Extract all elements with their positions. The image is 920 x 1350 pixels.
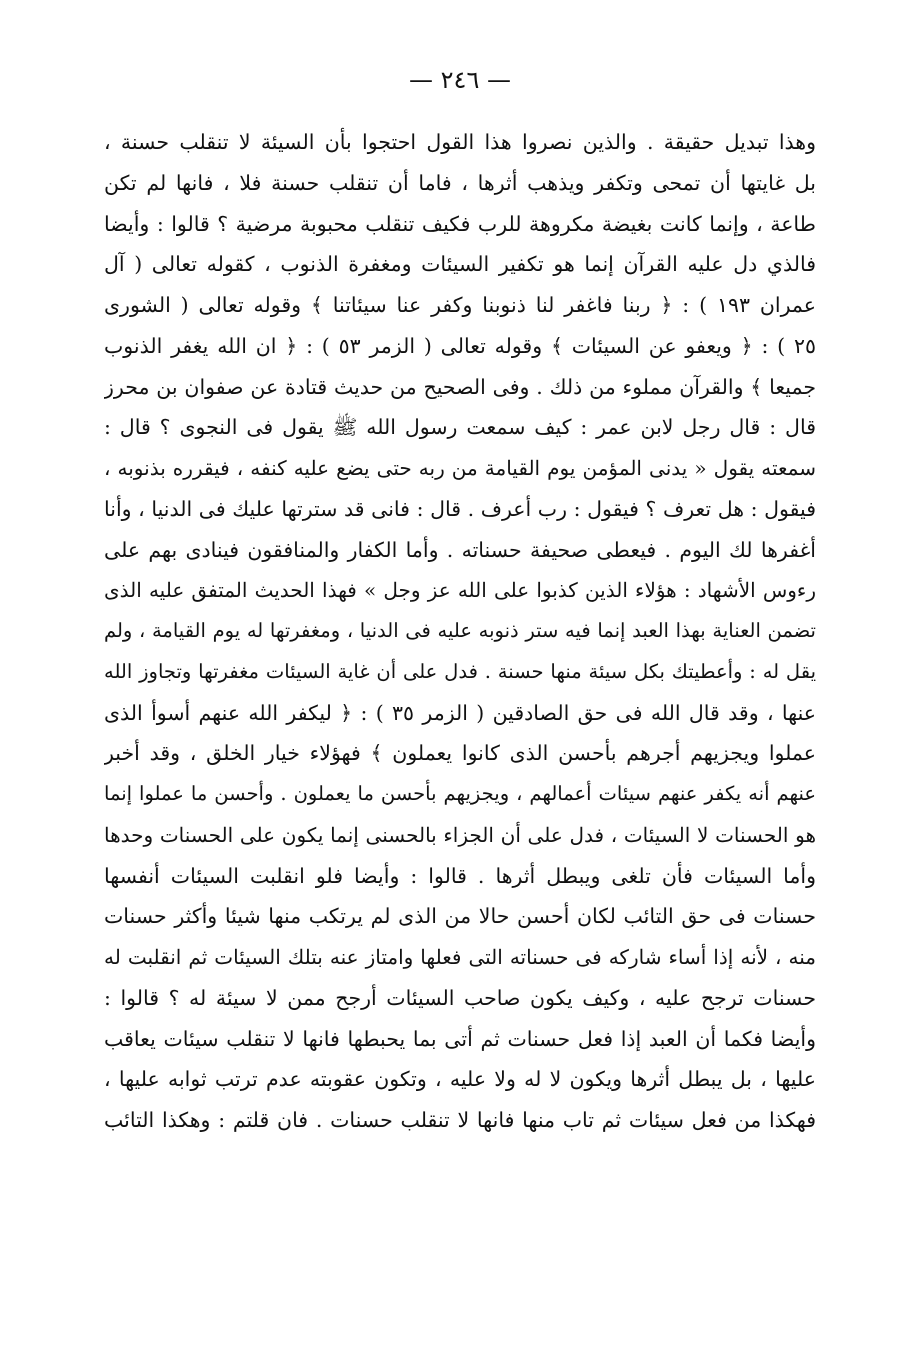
- text-line: منه ، لأنه إذا أساء شاركه فى حسناته التى فعلها وامتاز عنه بتلك السيئات ثم انقلبت له: [104, 945, 816, 969]
- text-line: وأيضا فكما أن العبد إذا فعل حسنات ثم أتى بما يحبطها فانها لا تنقلب سيئات يعاقب: [104, 1026, 816, 1051]
- page-number: — ٢٤٦ —: [409, 66, 511, 94]
- text-line: عمران ١٩٣ ) : ﴿ ربنا فاغفر لنا ذنوبنا وكفر عنا سيئاتنا ﴾ وقوله تعالى ( الشورى: [104, 293, 816, 317]
- text-line: حسنات ترجح عليه ، وكيف يكون صاحب السيئات أرجح ممن لا سيئة له ؟ قالوا :: [104, 985, 816, 1010]
- text-line: وأما السيئات فأن تلغى ويبطل أثرها . قالوا : وأيضا فلو انقلبت السيئات أنفسها: [104, 863, 816, 888]
- text-line: يقل له : وأعطيتك بكل سيئة منها حسنة . فدل على أن غاية السيئات مغفرتها وتجاوز الله: [104, 659, 816, 683]
- text-line: هو الحسنات لا السيئات ، فدل على أن الجزاء بالحسنى إنما يكون على الحسنات وحدها: [104, 822, 816, 847]
- text-line: طاعة ، وإنما كانت بغيضة مكروهة للرب فكيف تنقلب محبوبة مرضية ؟ قالوا : وأيضا: [104, 211, 816, 236]
- text-line: قال : قال رجل لابن عمر : كيف سمعت رسول الله ﷺ يقول فى النجوى ؟ قال :: [104, 415, 816, 440]
- text-line: سمعته يقول « يدنى المؤمن يوم القيامة من ربه حتى يضع عليه كنفه ، فيقرره بذنوبه ،: [104, 456, 816, 480]
- text-line: جميعا ﴾ والقرآن مملوء من ذلك . وفى الصحيح من حديث قتادة عن صفوان بن محرز: [104, 374, 816, 399]
- text-line: حسنات فى حق التائب لكان أحسن حالا من الذى لم يرتكب منها شيئا وأكثر حسنات: [104, 904, 816, 929]
- text-line: أغفرها لك اليوم . فيعطى صحيفة حسناته . وأما الكفار والمنافقون فينادى بهم على: [104, 537, 816, 562]
- text-line: تضمن العناية بهذا العبد إنما فيه ستر ذنوبه عليه فى الدنيا ، ومغفرتها له يوم القيامة ، ولم: [104, 619, 816, 642]
- text-line: فهكذا من فعل سيئات ثم تاب منها فانها لا تنقلب حسنات . فان قلتم : وهكذا التائب: [104, 1108, 816, 1132]
- text-line: عنها ، وقد قال الله فى حق الصادقين ( الزمر ٣٥ ) : ﴿ ليكفر الله عنهم أسوأ الذى: [104, 700, 816, 725]
- text-line: فيقول : هل تعرف ؟ فيقول : رب أعرف . قال : فانى قد سترتها عليك فى الدنيا ، وأنا: [104, 496, 816, 521]
- text-line: عليها ، بل يبطل أثرها ويكون لا له ولا عليه ، وتكون عقوبته عدم ترتب ثوابه عليها ،: [104, 1067, 816, 1092]
- text-line: عنهم أنه يكفر عنهم سيئات أعمالهم ، ويجزيهم بأحسن ما يعملون . وأحسن ما عملوا إنما: [104, 782, 816, 805]
- body-text: [104, 122, 816, 1141]
- text-line: وهذا تبديل حقيقة . والذين نصروا هذا القول احتجوا بأن السيئة لا تنقلب حسنة ،: [104, 130, 816, 154]
- text-line: فالذي دل عليه القرآن إنما هو تكفير السيئات ومغفرة الذنوب ، كقوله تعالى ( آل: [104, 252, 816, 277]
- text-line: رءوس الأشهاد : هؤلاء الذين كذبوا على الله عز وجل » فهذا الحديث المتفق عليه الذى: [104, 578, 816, 603]
- text-line: بل غايتها أن تمحى وتكفر ويذهب أثرها ، فاما أن تنقلب حسنة فلا ، فانها لم تكن: [104, 170, 816, 195]
- text-line: عملوا ويجزيهم أجرهم بأحسن الذى كانوا يعملون ﴾ فهؤلاء خيار الخلق ، وقد أخبر: [104, 741, 816, 766]
- text-line: ٢٥ ) : ﴿ ويعفو عن السيئات ﴾ وقوله تعالى ( الزمر ٥٣ ) : ﴿ ان الله يغفر الذنوب: [104, 333, 816, 358]
